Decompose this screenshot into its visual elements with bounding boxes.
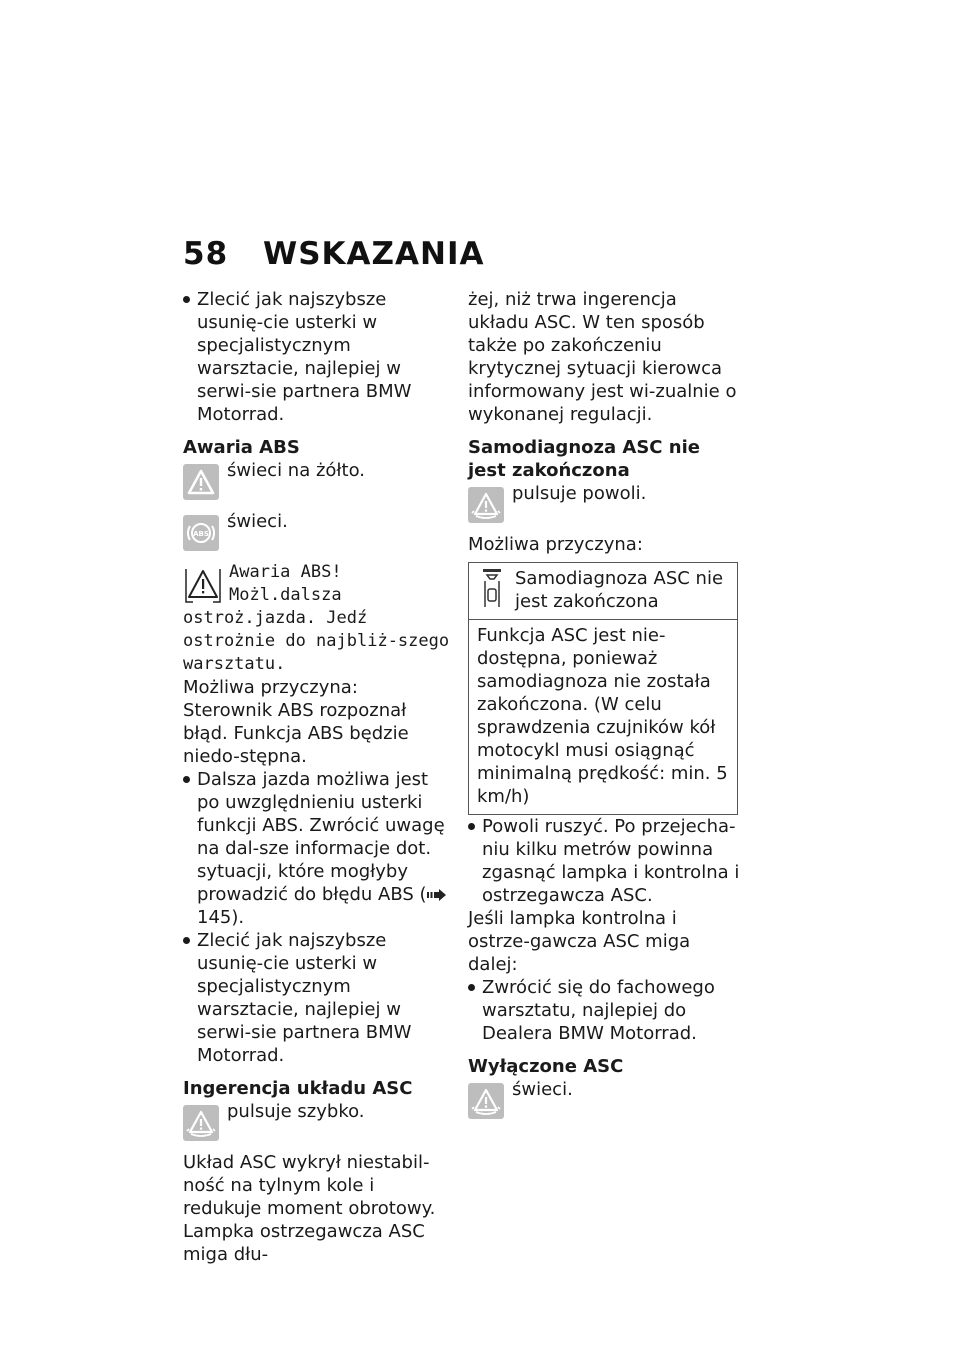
asc-off-row (468, 1078, 740, 1119)
abs-icon (183, 515, 219, 551)
right-column (468, 288, 740, 1119)
cause-label: Możliwa przyczyna: (468, 534, 643, 555)
page-number: 58 (183, 236, 229, 272)
asc-intervention-row (183, 1100, 451, 1141)
asc-warning-icon (468, 487, 504, 523)
abs-warning-row (183, 459, 451, 500)
page-header (183, 236, 484, 272)
abs-icon2-text: świeci. (227, 511, 288, 532)
cause-text: Sterownik ABS rozpoznał błąd. Funkcja ABS będzie niedo-stępna. (183, 700, 409, 767)
selftest-display-icon (477, 567, 507, 613)
selftest-table (468, 562, 738, 815)
bullet-item: Zlecić jak najszybsze usunię-cie usterki w specjalistycznym warsztacie, najlepiej w serwi-sie partnera BMW Motorrad. (183, 288, 451, 426)
abs-lamp-row (183, 510, 451, 551)
abs-display-message (183, 561, 451, 676)
selftest-row (468, 482, 740, 523)
svg-text:ABS: ABS (193, 530, 209, 538)
page-reference[interactable]: 145 (197, 907, 232, 928)
asc-icon-text: pulsuje szybko. (227, 1101, 365, 1122)
bullet-item: Zlecić jak najszybsze usunię-cie usterki w specjalistycznym warsztacie, najlepiej w serwi-sie partnera BMW Motorrad. (183, 929, 451, 1067)
asc-off-icon-text: świeci. (512, 1079, 573, 1100)
page-title: WSKAZANIA (263, 236, 485, 272)
warning-triangle-icon (183, 464, 219, 500)
asc-warning-icon (468, 1083, 504, 1119)
asc-off-heading: Wyłączone ASC (468, 1056, 624, 1077)
page-reference-arrow-icon (427, 889, 447, 901)
asc-intervention-heading: Ingerencja układu ASC (183, 1078, 413, 1099)
asc-warning-icon (183, 1105, 219, 1141)
selftest-icon-text: pulsuje powoli. (512, 483, 647, 504)
table-body-cell: Funkcja ASC jest nie-dostępna, ponieważ samodiagnoza nie została zakończona. (W celu sprawdzenia czujników kół motocykl musi osiągnąć minimalną prędkość: min. 5 km/h) (469, 620, 738, 815)
bullet-item: Powoli ruszyć. Po przejecha-niu kilku metrów powinna zgasnąć lampka i kontrolna i ostrzegawcza ASC. (468, 815, 740, 907)
display-line-rest: ostroż.jazda. Jedź ostrożnie do najbliż-szego warsztatu. (183, 608, 450, 674)
display-line-2: Możl.dalsza (229, 585, 342, 605)
table-head-text: Samodiagnoza ASC nie jest zakończona (515, 568, 724, 612)
left-column (183, 288, 451, 1266)
bullet-item: Dalsza jazda możliwa jest po uwzględnieniu usterki funkcji ABS. Zwrócić uwagę na dal-sze informacje dot. sytuacji, które mogłyby prowadzić do błędu ABS ( 145). (183, 768, 451, 929)
asc-description: Układ ASC wykrył niestabil-ność na tylnym kole i redukuje moment obrotowy. Lampka ostrzegawcza ASC miga dłu- (183, 1152, 436, 1265)
blink-text: Jeśli lampka kontrolna i ostrze-gawcza ASC miga dalej: (468, 908, 691, 975)
table-header-cell (469, 563, 738, 620)
cause-label: Możliwa przyczyna: (183, 677, 358, 698)
abs-heading: Awaria ABS (183, 437, 300, 458)
selftest-heading: Samodiagnoza ASC nie jest zakończona (468, 437, 700, 481)
asc-description-continued: żej, niż trwa ingerencja układu ASC. W ten sposób także po zakończeniu krytycznej sytuacji kierowca informowany jest wi-zualnie o wykonanej regulacji. (468, 289, 737, 425)
bullet-item: Zwrócić się do fachowego warsztatu, najlepiej do Dealera BMW Motorrad. (468, 976, 740, 1045)
display-line-1: Awaria ABS! (229, 562, 342, 582)
abs-icon1-text: świeci na żółto. (227, 460, 366, 481)
display-warning-icon (183, 565, 223, 605)
